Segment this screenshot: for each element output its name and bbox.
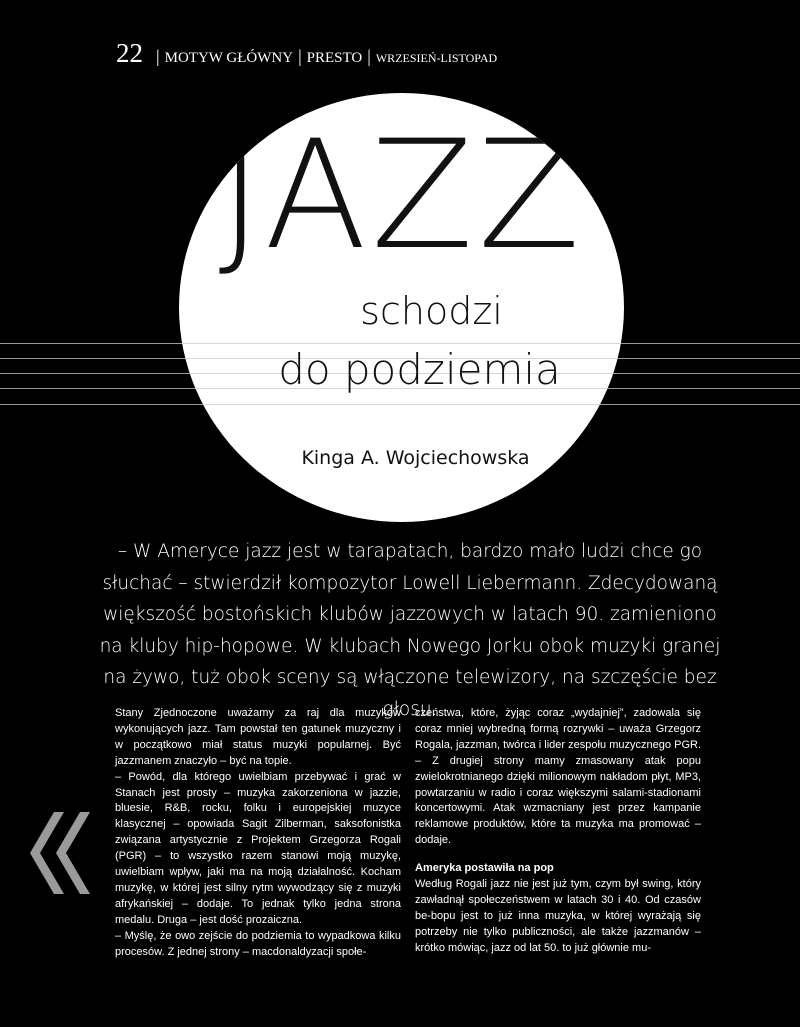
article-title: JAZZ — [218, 109, 585, 283]
lead-paragraph: – W Ameryce jazz jest w tarapatach, bardzo mało ludzi chce go słuchać – stwierdził kompozytor Lowell Liebermann. Zdecydowaną większość bostońskich klubów jazzowych w latach 90. zamieniono na kluby hip-hopowe. W klubach Nowego Jorku obok muzyki granej na żywo, tuż obok sceny są włączone telewizory, na szczęście bez głosu. — [99, 541, 721, 720]
staff-line — [179, 343, 624, 344]
section-heading: Ameryka postawiła na pop — [415, 862, 554, 875]
page-number: 22 — [116, 38, 143, 68]
body-paragraph: czeństwa, które, żyjąc coraz „wydajniej”, zadowala się coraz mniej wybredną formą rozrywki – uważa Grzegorz Rogala, jazzman, twórca i lider zespołu muzycznego PGR. – Z drugiej strony mamy zmasowany atak popu zwielokrotnianego dzięki milionowym nakładom płyt, MP3, powtarzaniu w radio i coraz większymi salami-stadionami koncertowymi. Atak wzmacniany jest przez kampanie reklamowe produktów, które ta muzyka ma promować – dodaje. — [415, 707, 701, 847]
section-name: MOTYW GŁÓWNY — [164, 50, 294, 66]
article-subtitle-line1: schodzi — [360, 289, 503, 333]
title-circle — [179, 93, 624, 522]
author-name: Kinga A. Wojciechowska — [301, 447, 530, 469]
issue-date: WRZESIEŃ-LISTOPAD — [375, 51, 498, 65]
staff-line — [179, 404, 624, 405]
header-separator: | — [156, 46, 160, 66]
header-separator: | — [298, 46, 302, 66]
double-chevron-left-icon — [28, 812, 92, 894]
article-subtitle-line2: do podziemia — [278, 345, 561, 394]
magazine-name: PRESTO — [306, 50, 363, 66]
running-header — [116, 38, 497, 69]
body-paragraph: Według Rogali jazz nie jest już tym, czym był swing, który zawładnął społeczeństwem w latach 30 i 40. Od czasów be-bopu jest to już inna muzyka, w której wyrażają się potrzeby nie tylko publiczności, ale także jazzmanów – krótko mówiąc, jazz od lat 50. to już głównie mu- — [415, 878, 701, 954]
body-column-2 — [415, 706, 701, 957]
body-paragraph: – Myślę, że owo zejście do podziemia to wypadkowa kilku procesów. Z jednej strony – macdonaldyzacji społe- — [115, 929, 401, 958]
body-column-1 — [115, 706, 401, 961]
header-separator: | — [367, 46, 371, 66]
body-paragraph: – Powód, dla którego uwielbiam przebywać i grać w Stanach jest prosty – muzyka zakorzeniona w jazzie, bluesie, R&B, rocku, folku i europejskiej muzyce klasycznej – opowiada Sagit Zilberman, saksofonistka związana artystycznie z Projektem Grzegorza Rogali (PGR) – to wszystko razem stanowi moją muzykę, uwielbiam wpływ, jaki ma na moją działalność. Kocham muzykę, w której jest silny rytm wywodzący się z muzyki afrykańskiej – dodaje. To jednak tylko jedna strona medalu. Druga – jest dość prozaiczna. — [115, 770, 401, 926]
body-paragraph: Stany Zjednoczone uważamy za raj dla muzyków wykonujących jazz. Tam powstał ten gatunek muzyczny i w początkowo miał status muzyki popularnej. Być jazzmanem znaczyło – być na topie. — [115, 707, 401, 767]
